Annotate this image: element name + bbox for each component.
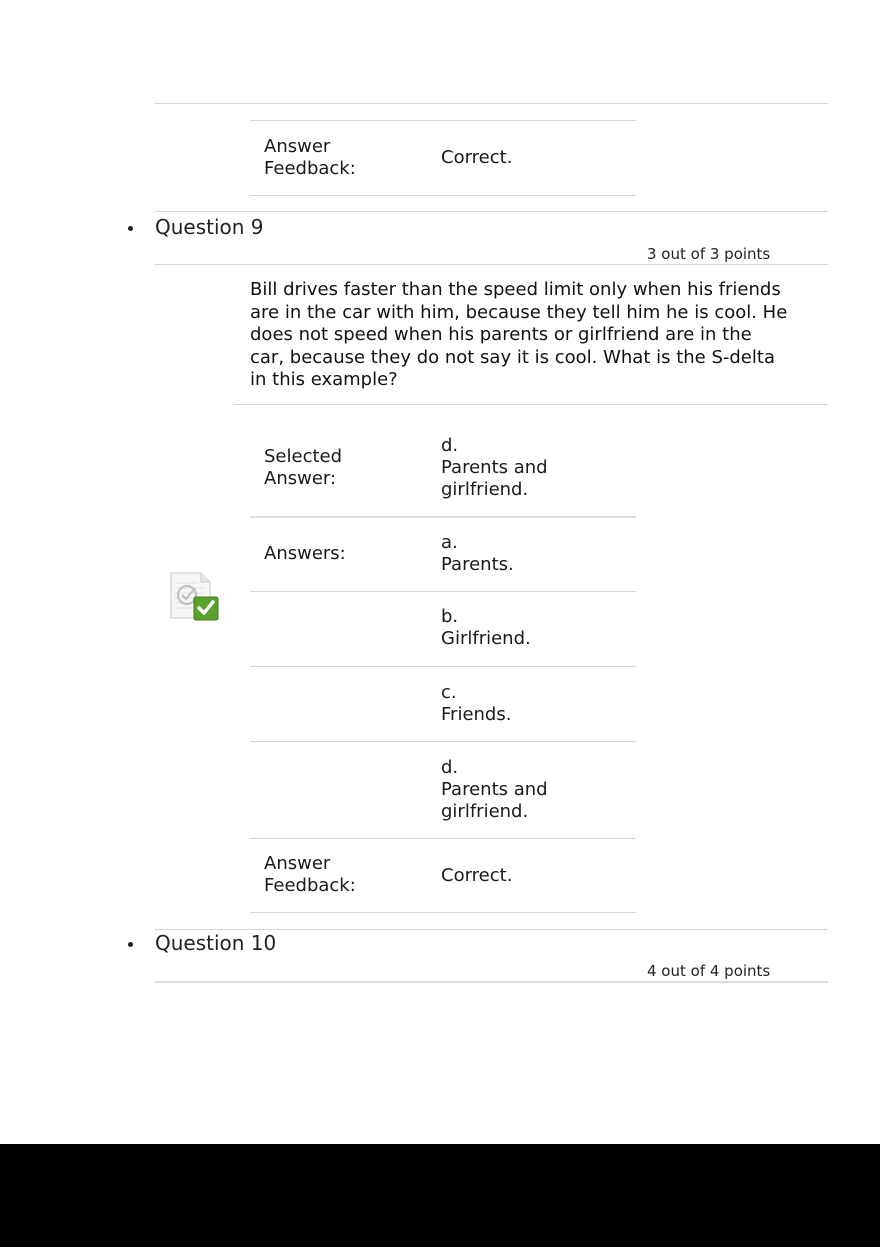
answer-letter: c.	[441, 682, 457, 703]
answer-option-b	[441, 606, 531, 650]
answer-letter: a.	[441, 532, 458, 553]
answer-option-d	[441, 757, 548, 823]
divider	[250, 838, 636, 839]
answer-option-a	[441, 532, 514, 576]
divider	[250, 666, 636, 667]
label-line: Selected	[264, 446, 343, 467]
question-title: Question 10	[155, 931, 277, 955]
question-points: 4 out of 4 points	[647, 962, 771, 980]
selected-answer-label	[264, 446, 342, 490]
answers-label: Answers:	[264, 543, 346, 564]
divider	[250, 912, 636, 913]
divider	[155, 103, 828, 104]
divider	[250, 516, 636, 518]
label-line: Answer	[264, 136, 331, 157]
list-bullet	[128, 226, 133, 231]
divider	[234, 404, 828, 405]
question-text-line: does not speed when his parents or girlfriend are in the	[250, 324, 752, 345]
question-text	[250, 279, 820, 392]
answer-text: girlfriend.	[441, 479, 529, 500]
question-text-line: car, because they do not say it is cool. What is the S-delta	[250, 346, 775, 368]
answer-feedback-value: Correct.	[441, 865, 513, 886]
answer-text: Parents.	[441, 554, 514, 575]
label-line: Feedback:	[264, 875, 356, 896]
answer-feedback-value: Correct.	[441, 147, 513, 168]
answer-text: girlfriend.	[441, 801, 529, 822]
question-title: Question 9	[155, 215, 264, 239]
answer-feedback-label	[264, 853, 356, 897]
divider	[155, 211, 828, 212]
correct-checkmark-icon	[168, 571, 220, 623]
divider	[250, 195, 636, 196]
answer-feedback-label	[264, 136, 356, 180]
question-text-line: Bill drives faster than the speed limit only when his friends	[250, 279, 781, 300]
question-text-line: in this example?	[250, 369, 398, 390]
selected-answer-value	[441, 435, 548, 501]
divider	[155, 264, 828, 265]
divider	[250, 120, 636, 121]
list-bullet	[128, 942, 133, 947]
divider	[250, 591, 636, 592]
answer-option-c	[441, 682, 511, 726]
answer-text: Parents and	[441, 457, 548, 478]
divider	[155, 981, 828, 983]
answer-letter: b.	[441, 606, 459, 627]
answer-text: Girlfriend.	[441, 628, 531, 649]
answer-letter: d.	[441, 757, 459, 778]
divider	[250, 741, 636, 742]
label-line: Feedback:	[264, 158, 356, 179]
answer-letter: d.	[441, 435, 459, 456]
answer-text: Parents and	[441, 779, 548, 800]
answer-text: Friends.	[441, 704, 512, 725]
divider	[155, 929, 828, 930]
label-line: Answer	[264, 853, 331, 874]
bottom-black-bar	[0, 1144, 880, 1247]
question-points: 3 out of 3 points	[647, 245, 771, 263]
question-text-line: are in the car with him, because they tell him he is cool. He	[250, 301, 788, 323]
label-line: Answer:	[264, 468, 337, 489]
